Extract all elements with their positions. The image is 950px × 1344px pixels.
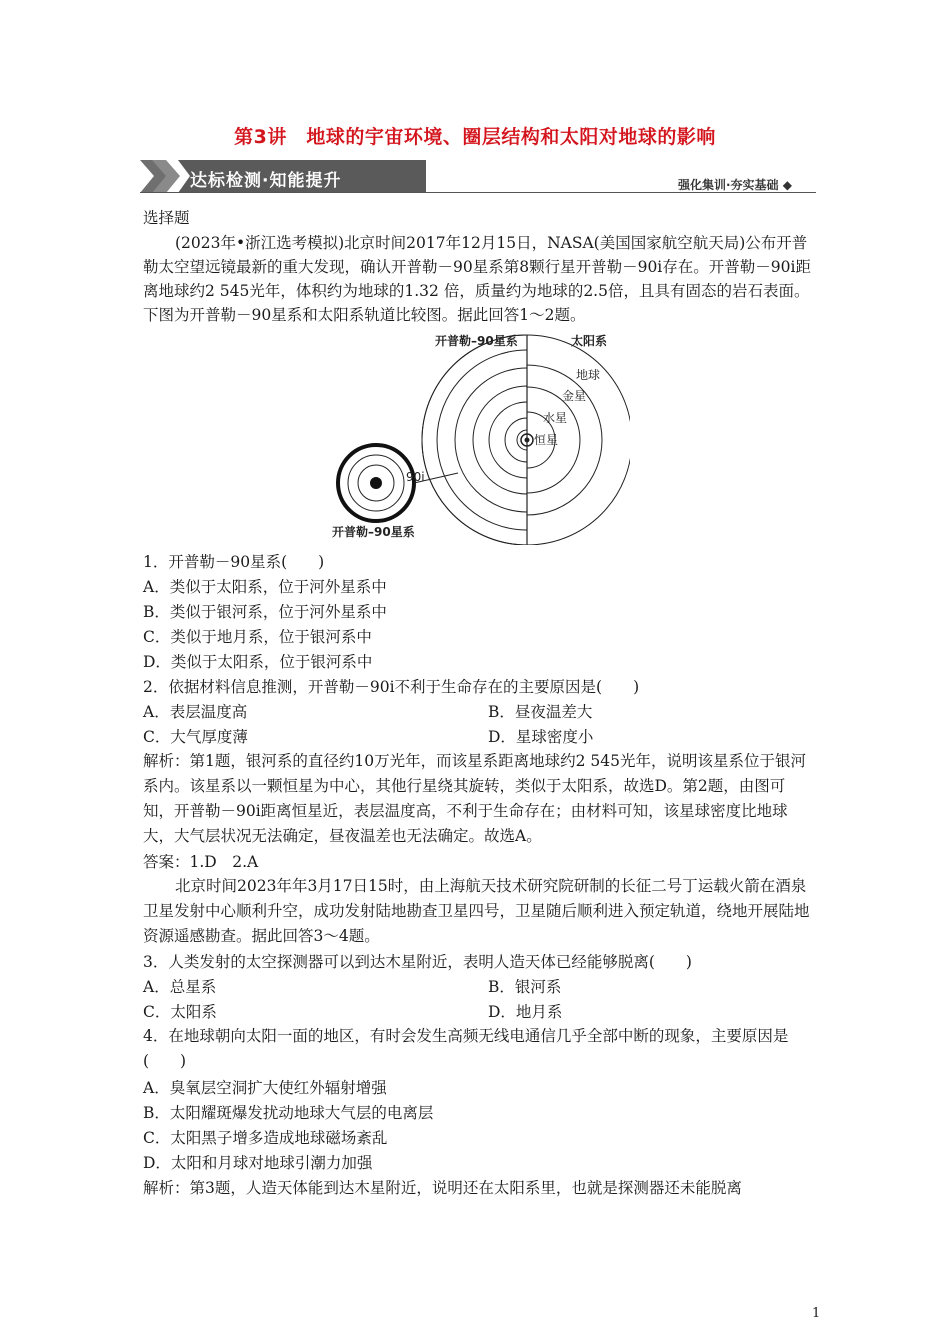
q3-stem: 3．人类发射的太空探测器可以到达木星附近，表明人造天体已经能够脱离( ) (143, 953, 692, 971)
q2-option-b: B．昼夜温差大 (488, 703, 593, 721)
q2-option-a: A．表层温度高 (143, 703, 248, 721)
q1-option-b: B．类似于银河系，位于河外星系中 (143, 603, 387, 621)
q2-stem: 2．依据材料信息推测，开普勒－90i不利于生命存在的主要原因是( ) (143, 678, 640, 696)
banner-label: 达标检测·知能提升 (190, 171, 342, 191)
kepler-orbit-4 (473, 386, 527, 494)
q4-option-a: A．臭氧层空洞扩大使红外辐射增强 (143, 1079, 387, 1097)
q3-option-b: B．银河系 (488, 978, 562, 996)
page-number: 1 (812, 1306, 821, 1321)
q4-option-c: C．太阳黑子增多造成地球磁场紊乱 (143, 1129, 388, 1147)
answer-1: 答案：1.D 2.A (143, 853, 259, 871)
section-heading: 选择题 (143, 209, 190, 227)
label-venus: 金星 (562, 389, 587, 403)
analysis-2: 解析：第3题，人造天体能到达木星附近，说明还在太阳系里，也就是探测器还未能脱离 (143, 1179, 742, 1197)
kepler-orbit-6 (505, 418, 527, 462)
kepler-orbit-2 (437, 350, 527, 530)
q3-option-a: A．总星系 (143, 978, 217, 996)
analysis-1: 解析：第1题，银河系的直径约10万光年，而该星系距离地球约2 545光年，说明该星系位于银河系内。该星系以一颗恒星为中心，其他行星绕其旋转，类似于太阳系，故选D。第2题，由图可知，开普勒－90i距离恒星近，表层温度高，不利于生命存在；由材料可知，该星球密度比地球大，大气层状况无法确定，昼夜温差也无法确定。故选A。 (143, 752, 806, 845)
label-solar: 太阳系 (571, 334, 608, 348)
orbit-diagram (330, 330, 630, 545)
kepler-orbit-3 (455, 368, 527, 512)
passage-1: (2023年•浙江选考模拟)北京时间2017年12月15日，NASA(美国国家航空航天局)公布开普勒太空望远镜最新的重大发现，确认开普勒－90星系第8颗行星开普勒－90i存在。开普勒－90i距离地球约2 545光年，体积约为地球的1.32 倍，质量约为地球的2.5倍，且具有固态的岩石表面。下图为开普勒－90星系和太阳系轨道比较图。据此回答1～2题。 (143, 234, 811, 324)
q3-option-c: C．太阳系 (143, 1003, 217, 1021)
q2-option-d: D．星球密度小 (488, 728, 594, 746)
q1-option-c: C．类似于地月系，位于银河系中 (143, 628, 372, 646)
q4-option-d: D．太阳和月球对地球引潮力加强 (143, 1154, 373, 1172)
passage-2: 北京时间2023年年3月17日15时，由上海航天技术研究院研制的长征二号丁运载火箭在酒泉卫星发射中心顺利升空，成功发射陆地勘查卫星四号，卫星随后顺利进入预定轨道，绕地开展陆地资源遥感勘查。据此回答3～4题。 (143, 877, 810, 945)
page-title: 第3讲 地球的宇宙环境、圈层结构和太阳对地球的影响 (234, 126, 716, 148)
q4-option-b: B．太阳耀斑爆发扰动地球大气层的电离层 (143, 1104, 434, 1122)
label-mercury: 水星 (543, 411, 568, 425)
q1-option-a: A．类似于太阳系，位于河外星系中 (143, 578, 387, 596)
banner-tag: 强化集训·夯实基础 ◆ (678, 178, 792, 192)
q1-option-d: D．类似于太阳系，位于银河系中 (143, 653, 373, 671)
q1-stem: 1．开普勒－90星系( ) (143, 553, 325, 571)
q2-option-c: C．大气厚度薄 (143, 728, 248, 746)
q3-option-d: D．地月系 (488, 1003, 563, 1021)
label-kepler-top: 开普勒–90星系 (435, 334, 518, 348)
label-kepler-bottom: 开普勒–90星系 (332, 525, 415, 539)
q4-stem: 4．在地球朝向太阳一面的地区，有时会发生高频无线电通信几乎全部中断的现象，主要原因是( ) (143, 1027, 789, 1070)
label-earth: 地球 (576, 368, 601, 382)
label-star: 恒星 (534, 433, 559, 447)
label-90i: 90i (406, 470, 425, 484)
star-core (525, 438, 530, 443)
